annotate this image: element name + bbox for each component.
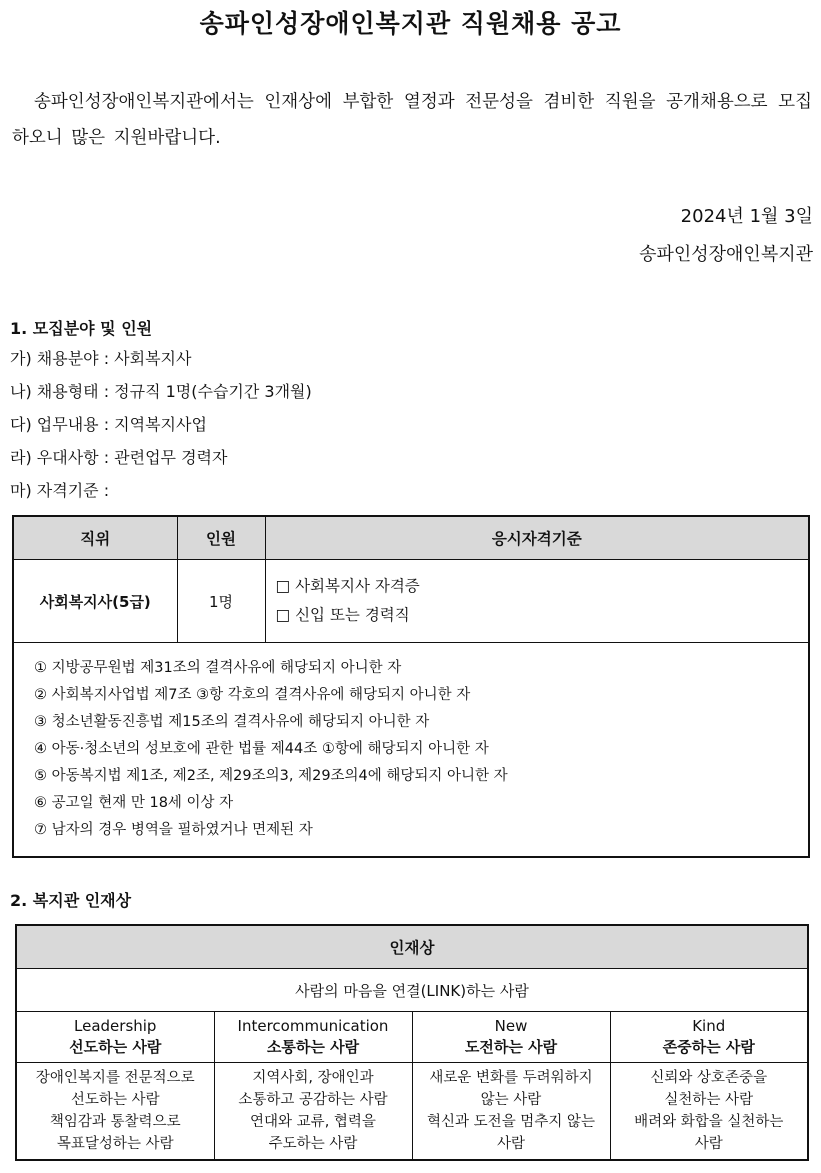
desc-line: 책임감과 통찰력으로 <box>49 1114 181 1130</box>
detail-qualification: 마) 자격기준 : <box>10 481 110 500</box>
position-cell: 사회복지사(5급) <box>13 560 177 643</box>
recruitment-details <box>10 346 312 511</box>
note-item: ① 지방공무원법 제31조의 결격사유에 해당되지 아니한 자 <box>34 660 402 676</box>
qualification-table <box>12 515 810 858</box>
note-item: ② 사회복지사업법 제7조 ③항 각호의 결격사유에 해당되지 아니한 자 <box>34 687 471 703</box>
value-ko: 소통하는 사람 <box>266 1038 360 1056</box>
criteria-cell <box>265 560 809 643</box>
section1-title: 1. 모집분야 및 인원 <box>10 319 153 338</box>
talent-values-row <box>16 1012 808 1063</box>
table-header-row <box>13 516 809 560</box>
desc-line: 혁신과 도전을 멈추지 않는 <box>427 1114 595 1130</box>
page-title: 송파인성장애인복지관 직원채용 공고 <box>199 9 622 38</box>
detail-field: 가) 채용분야 : 사회복지사 <box>10 349 192 368</box>
value-leadership <box>16 1012 214 1063</box>
criteria-item: □ 신입 또는 경력직 <box>275 606 410 624</box>
note-item: ⑥ 공고일 현재 만 18세 이상 자 <box>34 795 234 811</box>
value-ko: 선도하는 사람 <box>69 1038 162 1056</box>
talent-header-row <box>16 925 808 969</box>
note-item: ③ 청소년활동진흥법 제15조의 결격사유에 해당되지 아니한 자 <box>34 714 430 730</box>
intro-paragraph: 송파인성장애인복지관에서는 인재상에 부합한 열정과 전문성을 겸비한 직원을 공개채용으로 모집하오니 많은 지원바랍니다. <box>12 92 812 148</box>
talent-subtitle: 사람의 마음을 연결(LINK)하는 사람 <box>16 969 808 1012</box>
criteria-item: □ 사회복지사 자격증 <box>275 577 420 595</box>
desc-line: 않는 사람 <box>480 1092 542 1108</box>
value-intercommunication <box>214 1012 412 1063</box>
desc-line: 신뢰와 상호존중을 <box>650 1070 768 1086</box>
note-item: ④ 아동·청소년의 성보호에 관한 법률 제44조 ①항에 해당되지 아니한 자 <box>34 741 489 757</box>
disqualification-notes <box>13 643 809 858</box>
desc-line: 지역사회, 장애인과 <box>252 1070 374 1086</box>
value-en: Kind <box>692 1017 726 1035</box>
desc-leadership <box>16 1063 214 1161</box>
talent-subtitle-row <box>16 969 808 1012</box>
desc-line: 배려와 화합을 실천하는 <box>634 1114 784 1130</box>
value-en: New <box>494 1017 528 1035</box>
desc-line: 연대와 교류, 협력을 <box>250 1114 376 1130</box>
talent-header: 인재상 <box>16 925 808 969</box>
header-criteria: 응시자격기준 <box>265 516 809 560</box>
desc-line: 실천하는 사람 <box>664 1092 754 1108</box>
value-ko: 도전하는 사람 <box>464 1038 558 1056</box>
detail-type: 나) 채용형태 : 정규직 1명(수습기간 3개월) <box>10 382 312 401</box>
count-cell: 1명 <box>177 560 265 643</box>
talent-desc-row <box>16 1063 808 1161</box>
value-kind <box>610 1012 808 1063</box>
desc-line: 소통하고 공감하는 사람 <box>238 1092 388 1108</box>
note-item: ⑤ 아동복지법 제1조, 제2조, 제29조의3, 제29조의4에 해당되지 아니한 자 <box>34 768 508 784</box>
talent-table <box>15 924 809 1161</box>
notes-row <box>13 643 809 858</box>
header-count: 인원 <box>177 516 265 560</box>
value-ko: 존중하는 사람 <box>662 1038 755 1056</box>
organization-name: 송파인성장애인복지관 <box>639 244 813 265</box>
detail-preference: 라) 우대사항 : 관련업무 경력자 <box>10 448 228 467</box>
section2-title: 2. 복지관 인재상 <box>10 891 132 910</box>
desc-line: 사람 <box>496 1136 525 1152</box>
value-en: Leadership <box>74 1017 157 1035</box>
desc-intercommunication <box>214 1063 412 1161</box>
desc-kind <box>610 1063 808 1161</box>
note-item: ⑦ 남자의 경우 병역을 필하였거나 면제된 자 <box>34 822 313 838</box>
desc-new <box>412 1063 610 1161</box>
value-new <box>412 1012 610 1063</box>
desc-line: 새로운 변화를 두려워하지 <box>429 1070 593 1086</box>
desc-line: 선도하는 사람 <box>70 1092 160 1108</box>
desc-line: 주도하는 사람 <box>268 1136 358 1152</box>
desc-line: 사람 <box>694 1136 723 1152</box>
table-row <box>13 560 809 643</box>
desc-line: 장애인복지를 전문적으로 <box>35 1070 195 1086</box>
detail-duty: 다) 업무내용 : 지역복지사업 <box>10 415 207 434</box>
value-en: Intercommunication <box>237 1017 389 1035</box>
desc-line: 목표달성하는 사람 <box>56 1136 174 1152</box>
header-position: 직위 <box>13 516 177 560</box>
notice-date: 2024년 1월 3일 <box>680 206 813 227</box>
